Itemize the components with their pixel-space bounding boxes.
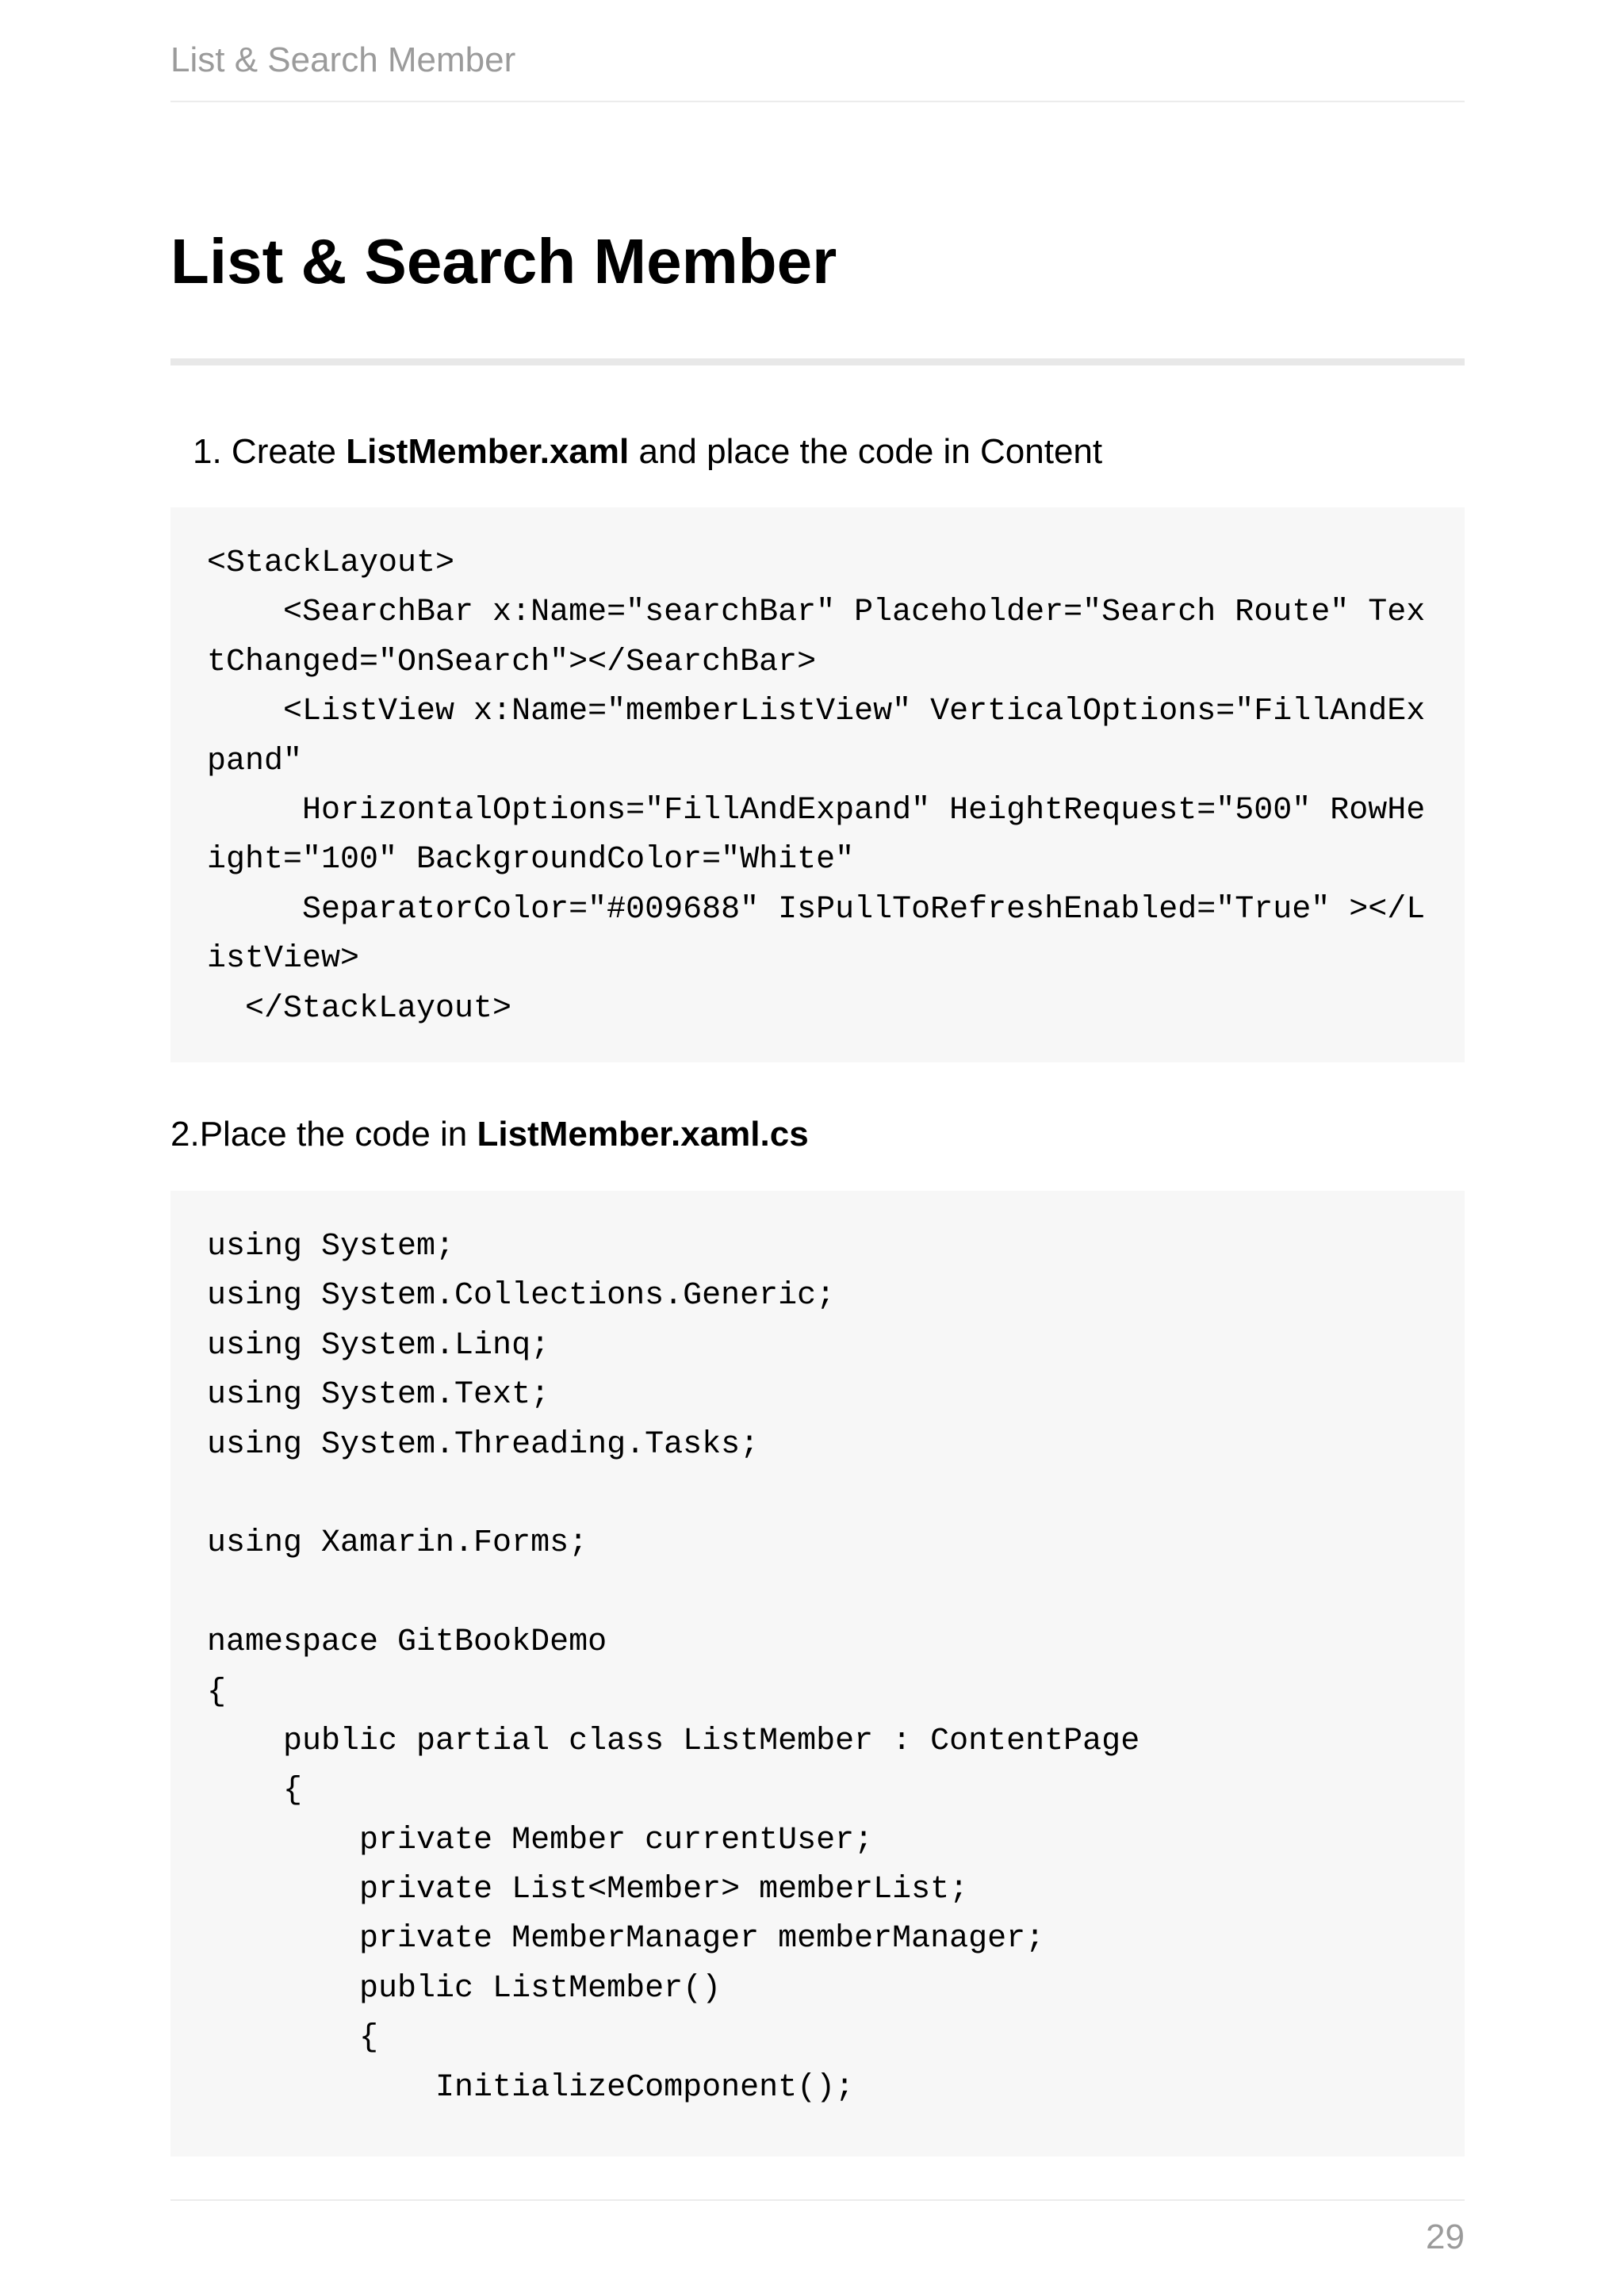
code-line: </StackLayout> xyxy=(207,990,512,1027)
code-line: istView> xyxy=(207,941,360,978)
step-1-suffix: and place the code in Content xyxy=(629,432,1103,471)
code-line: private Member currentUser; xyxy=(207,1822,874,1858)
title-divider xyxy=(170,358,1465,365)
code-line: { xyxy=(207,1674,227,1710)
step-1-instruction xyxy=(193,430,1102,474)
code-block-xaml xyxy=(170,507,1465,1062)
page-title: List & Search Member xyxy=(170,226,837,297)
code-line: InitializeComponent(); xyxy=(207,2069,855,2106)
code-line: tChanged="OnSearch"></SearchBar> xyxy=(207,644,817,680)
code-line: <SearchBar x:Name="searchBar" Placeholder="Search Route" Tex xyxy=(207,595,1426,631)
code-line: public ListMember() xyxy=(207,1970,722,2007)
code-line: <StackLayout> xyxy=(207,545,455,581)
code-line: <ListView x:Name="memberListView" VerticalOptions="FillAndEx xyxy=(207,694,1426,730)
code-block-csharp xyxy=(170,1191,1465,2156)
step-2-prefix: 2.Place the code in xyxy=(170,1115,477,1154)
code-line: public partial class ListMember : ContentPage xyxy=(207,1723,1140,1759)
code-line: using System.Threading.Tasks; xyxy=(207,1426,760,1463)
code-line: namespace GitBookDemo xyxy=(207,1624,607,1661)
code-line xyxy=(207,1569,1428,1618)
code-line: pand" xyxy=(207,743,303,779)
step-2-filename: ListMember.xaml.cs xyxy=(477,1115,809,1154)
footer-divider xyxy=(170,2199,1465,2201)
step-2-instruction xyxy=(170,1112,809,1157)
code-line: ight="100" BackgroundColor="White" xyxy=(207,842,855,878)
code-line: using System.Linq; xyxy=(207,1327,550,1364)
page-number: 29 xyxy=(1426,2218,1465,2256)
code-line: using System; xyxy=(207,1229,455,1265)
running-header: List & Search Member xyxy=(170,40,516,79)
code-line xyxy=(207,1470,1428,1519)
code-line: private List<Member> memberList; xyxy=(207,1872,969,1908)
code-line: using System.Collections.Generic; xyxy=(207,1278,836,1314)
code-line: SeparatorColor="#009688" IsPullToRefreshEnabled="True" ></L xyxy=(207,891,1426,928)
code-line: HorizontalOptions="FillAndExpand" HeightRequest="500" RowHe xyxy=(207,792,1426,828)
code-line: using System.Text; xyxy=(207,1377,550,1414)
step-1-filename: ListMember.xaml xyxy=(346,432,630,471)
code-line: { xyxy=(207,1773,303,1809)
header-divider xyxy=(170,101,1465,102)
code-line: { xyxy=(207,2020,379,2057)
code-line: private MemberManager memberManager; xyxy=(207,1921,1045,1957)
code-line: using Xamarin.Forms; xyxy=(207,1525,588,1562)
step-1-prefix: 1. Create xyxy=(193,432,347,471)
